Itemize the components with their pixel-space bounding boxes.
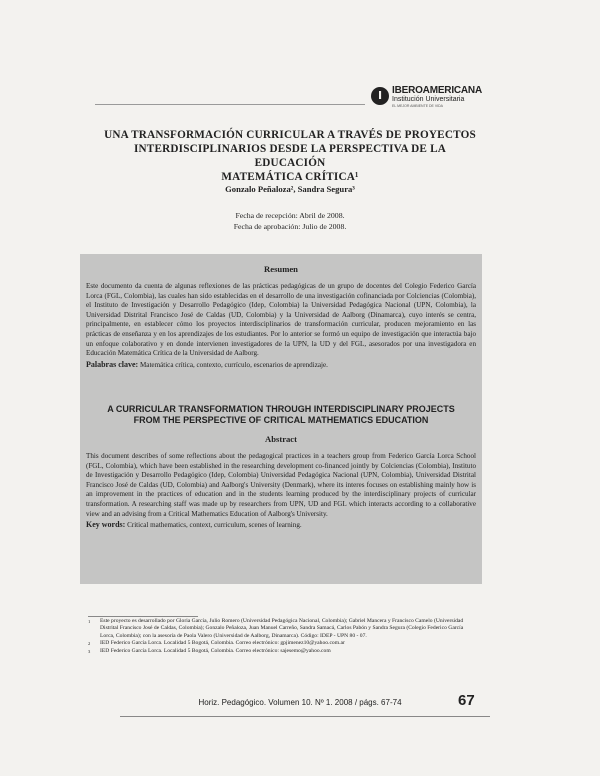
footnote-mark: 2 bbox=[88, 641, 91, 647]
title-line: INTERDISCIPLINARIOS DESDE LA PERSPECTIVA DE LA EDUCACIÓN bbox=[133, 143, 447, 169]
footnote-text: Este proyecto es desarrollado por Gloria García, Julio Romero (Universidad Pedagógica Nacional, Colombia); Gabriel Mancera y Francisco Camelo (Universidad Distrital Francisco José de Caldas, Colombia); Gonzalo Peñaloza, Juan Manuel Carreño, Sandra Samacá, Carlos Pabón y Sandra Segura (Colegio Federico García Lorca, Colombia); con la asesoría de Paola Valero (Universidad de Aalborg, Dinamarca). Código: IDEP - UPN 80 - 07. bbox=[100, 618, 464, 639]
footnotes bbox=[88, 618, 468, 655]
footnote bbox=[88, 648, 468, 655]
logo-emblem-icon: I bbox=[371, 87, 389, 105]
footnote bbox=[88, 618, 468, 640]
footnote bbox=[88, 640, 468, 647]
keywords-label: Palabras clave: bbox=[86, 359, 139, 369]
title-line: MATEMÁTICA CRÍTICA¹ bbox=[221, 171, 359, 183]
article-dates bbox=[100, 210, 480, 232]
abstract-body bbox=[86, 452, 476, 531]
footnote-mark: 3 bbox=[88, 648, 91, 654]
logo-tagline: EL MEJOR AMBIENTE DE VIDA bbox=[392, 104, 444, 108]
english-title bbox=[86, 404, 476, 426]
iberoamericana-logo bbox=[371, 84, 481, 110]
key-words-value: Critical mathematics, context, curriculum, scenes of learning. bbox=[127, 521, 302, 530]
footnote-divider bbox=[88, 616, 198, 617]
abstract-keywords bbox=[86, 520, 476, 531]
footnote-mark: 1 bbox=[88, 619, 91, 624]
footer-divider bbox=[120, 716, 490, 717]
resumen-text: Este documento da cuenta de algunas reflexiones de las prácticas pedagógicas de un grupo de docentes del Colegio Federico García Lorca (FGL, Colombia), las cuales han sido establecidas en el desarrollo de una investigación cofinanciada por Colciencias (Colombia), el Instituto de Investigación y Desarrollo Pedagógico (Idep, Colombia) la Universidad Pedagógica Nacional (UPN, Colombia), la Universidad Distrital Francisco José de Caldas (UD, Colombia) y la Universidad de Aalborg (Dinamarca), cuyo interés se centra, principalmente, en establecer cómo los proyectos interdisciplinarios de transformación curricular, producen mejoramiento en las prácticas de enseñanza y en los aprendizajes de los estudiantes. Por lo anterior se formó un equipo de investigación que interactúa bajo un enfoque colaborativo y en donde intervienen investigadores de la UPN, la UD y del FGL, asesorados por una investigadora en Educación Matemática Crítica de la Universidad de Aalborg. bbox=[86, 282, 476, 358]
journal-citation: Horiz. Pedagógico. Volumen 10. Nº 1. 2008 / págs. 67-74 bbox=[198, 698, 402, 707]
key-words-label: Key words: bbox=[86, 520, 126, 530]
logo-subtitle: Institución Universitaria bbox=[392, 96, 465, 103]
footnote-text: IED Federico García Lorca. Localidad 5 Bogotá, Colombia. Correo electrónico: sajesemo@yahoo.com bbox=[100, 647, 331, 654]
abstract-text: This document describes of some reflections about the pedagogical practices in a teachers group from Federico García Lorca School (FGL, Colombia), which have been established in the researching development co-financed jointly by Colciencias (Colombia), Instituto de Investigación y Desarrollo Pedagógico (Idep, Colombia) Universidad Pedagógica Nacional (UPN, Colombia), Universidad Distrital Francisco José de Caldas (UD, Colombia) and Aalborg's University (Denmark), where its interes focuses on establishing mainly how is an improvement in the practices of education and in the students learning produced by the interdisciplinary projects of curricular transformation. A researching staff was made up by researchers from UPN, UD and FGL which interacts according to a collaborative view and an advising from a Critical Mathematics Education of Aalborg's University. bbox=[86, 452, 476, 518]
page-number: 67 bbox=[458, 692, 475, 709]
resumen-keywords bbox=[86, 360, 476, 371]
footnote-text: IED Federico García Lorca. Localidad 5 Bogotá, Colombia. Correo electrónico: gpjimenez10@yahoo.com.ar bbox=[100, 640, 345, 647]
logo-name: IBEROAMERICANA bbox=[392, 85, 482, 96]
abstract-heading: Abstract bbox=[265, 434, 297, 444]
article-title bbox=[100, 128, 480, 184]
english-title-line: A CURRICULAR TRANSFORMATION THROUGH INTERDISCIPLINARY PROJECTS bbox=[107, 404, 455, 414]
keywords-value: Matemática crítica, contexto, currículo, escenarios de aprendizaje. bbox=[140, 360, 328, 369]
authors: Gonzalo Peñaloza², Sandra Segura³ bbox=[225, 184, 355, 194]
resumen-heading: Resumen bbox=[264, 264, 298, 274]
header-divider bbox=[95, 104, 365, 105]
received-date: Fecha de recepción: Abril de 2008. bbox=[235, 211, 345, 220]
title-line: UNA TRANSFORMACIÓN CURRICULAR A TRAVÉS DE PROYECTOS bbox=[104, 129, 476, 141]
approved-date: Fecha de aprobación: Julio de 2008. bbox=[233, 222, 347, 231]
resumen-body bbox=[86, 282, 476, 370]
english-title-line: FROM THE PERSPECTIVE OF CRITICAL MATHEMATICS EDUCATION bbox=[133, 415, 429, 425]
